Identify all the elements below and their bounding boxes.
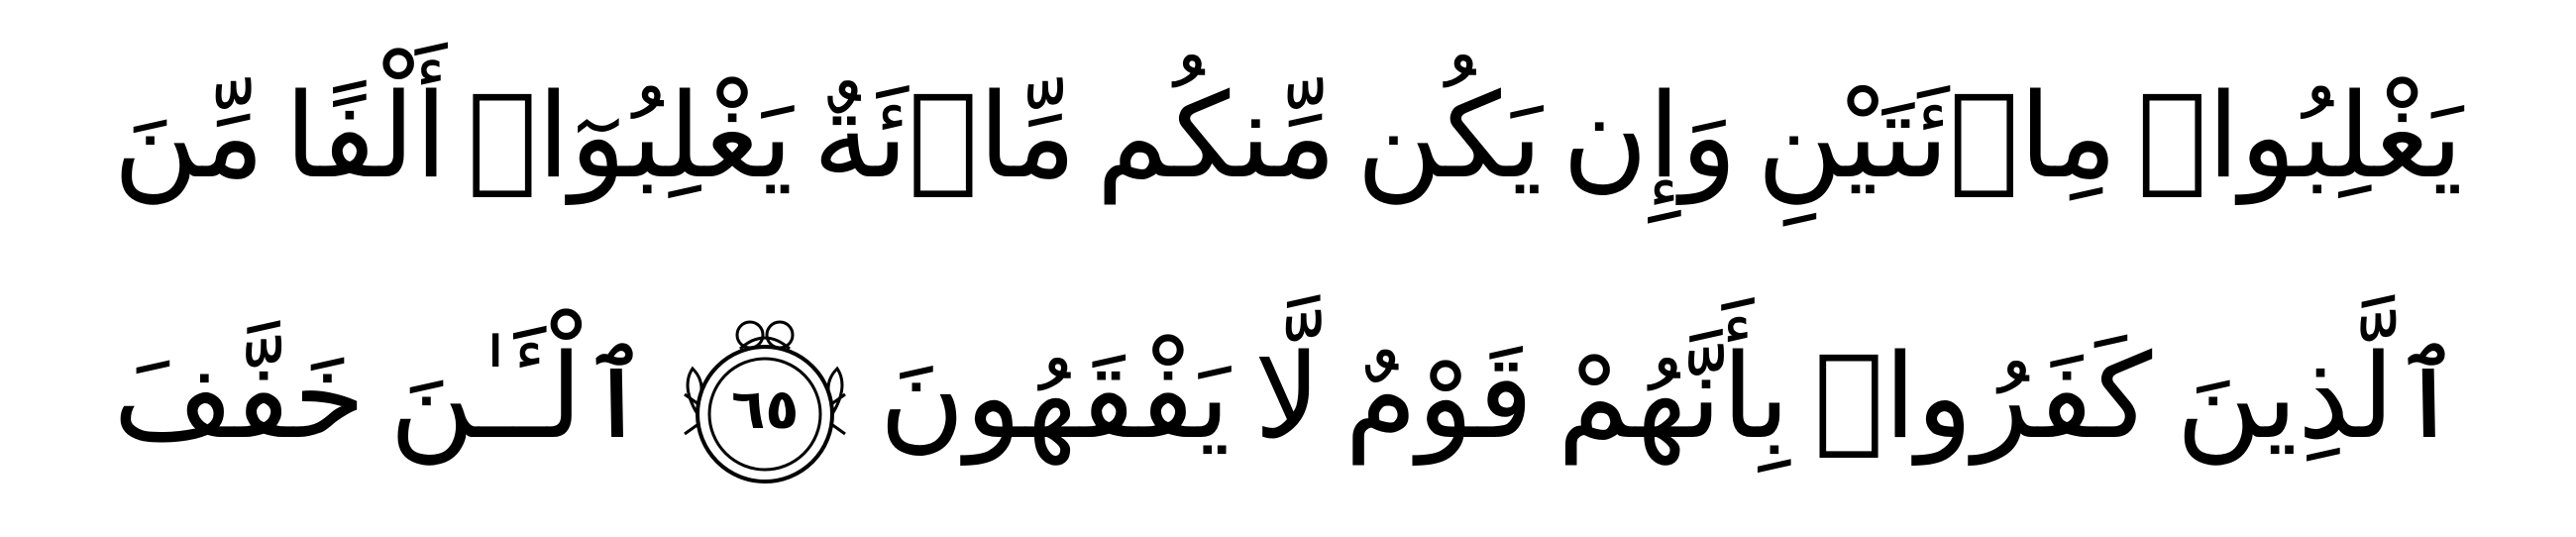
word: مِا۟ئَتَيْنِ [1757,67,2118,204]
verse-line-1 [109,22,2467,250]
word: ٱلْـَٔـٰنَ [389,328,652,465]
word: قَوْمٌ [1344,328,1534,465]
ayah-number: ٦٥ [731,377,800,442]
word: يَغْلِبُوٓا۟ [467,67,794,204]
word: بِأَنَّهُمْ [1556,328,1790,465]
word: وَإِن [1561,67,1738,204]
word: لَّا [1253,328,1322,465]
word: يَغْلِبُوا۟ [2137,67,2463,204]
word: مِّا۟ئَةٌ [812,67,1077,204]
ayah-end-marker [671,297,859,495]
word: يَكُن [1355,67,1543,204]
word: مِّنكُم [1096,67,1337,204]
word: ٱلَّذِينَ [2176,328,2463,465]
word: كَفَرُوا۟ [1813,328,2153,465]
word: مِّنَ [113,67,266,204]
word: خَفَّفَ [113,328,366,465]
word: أَلْفًا [284,67,448,204]
word: يَفْقَهُونَ [879,328,1231,465]
verse-line-2 [109,282,2467,510]
